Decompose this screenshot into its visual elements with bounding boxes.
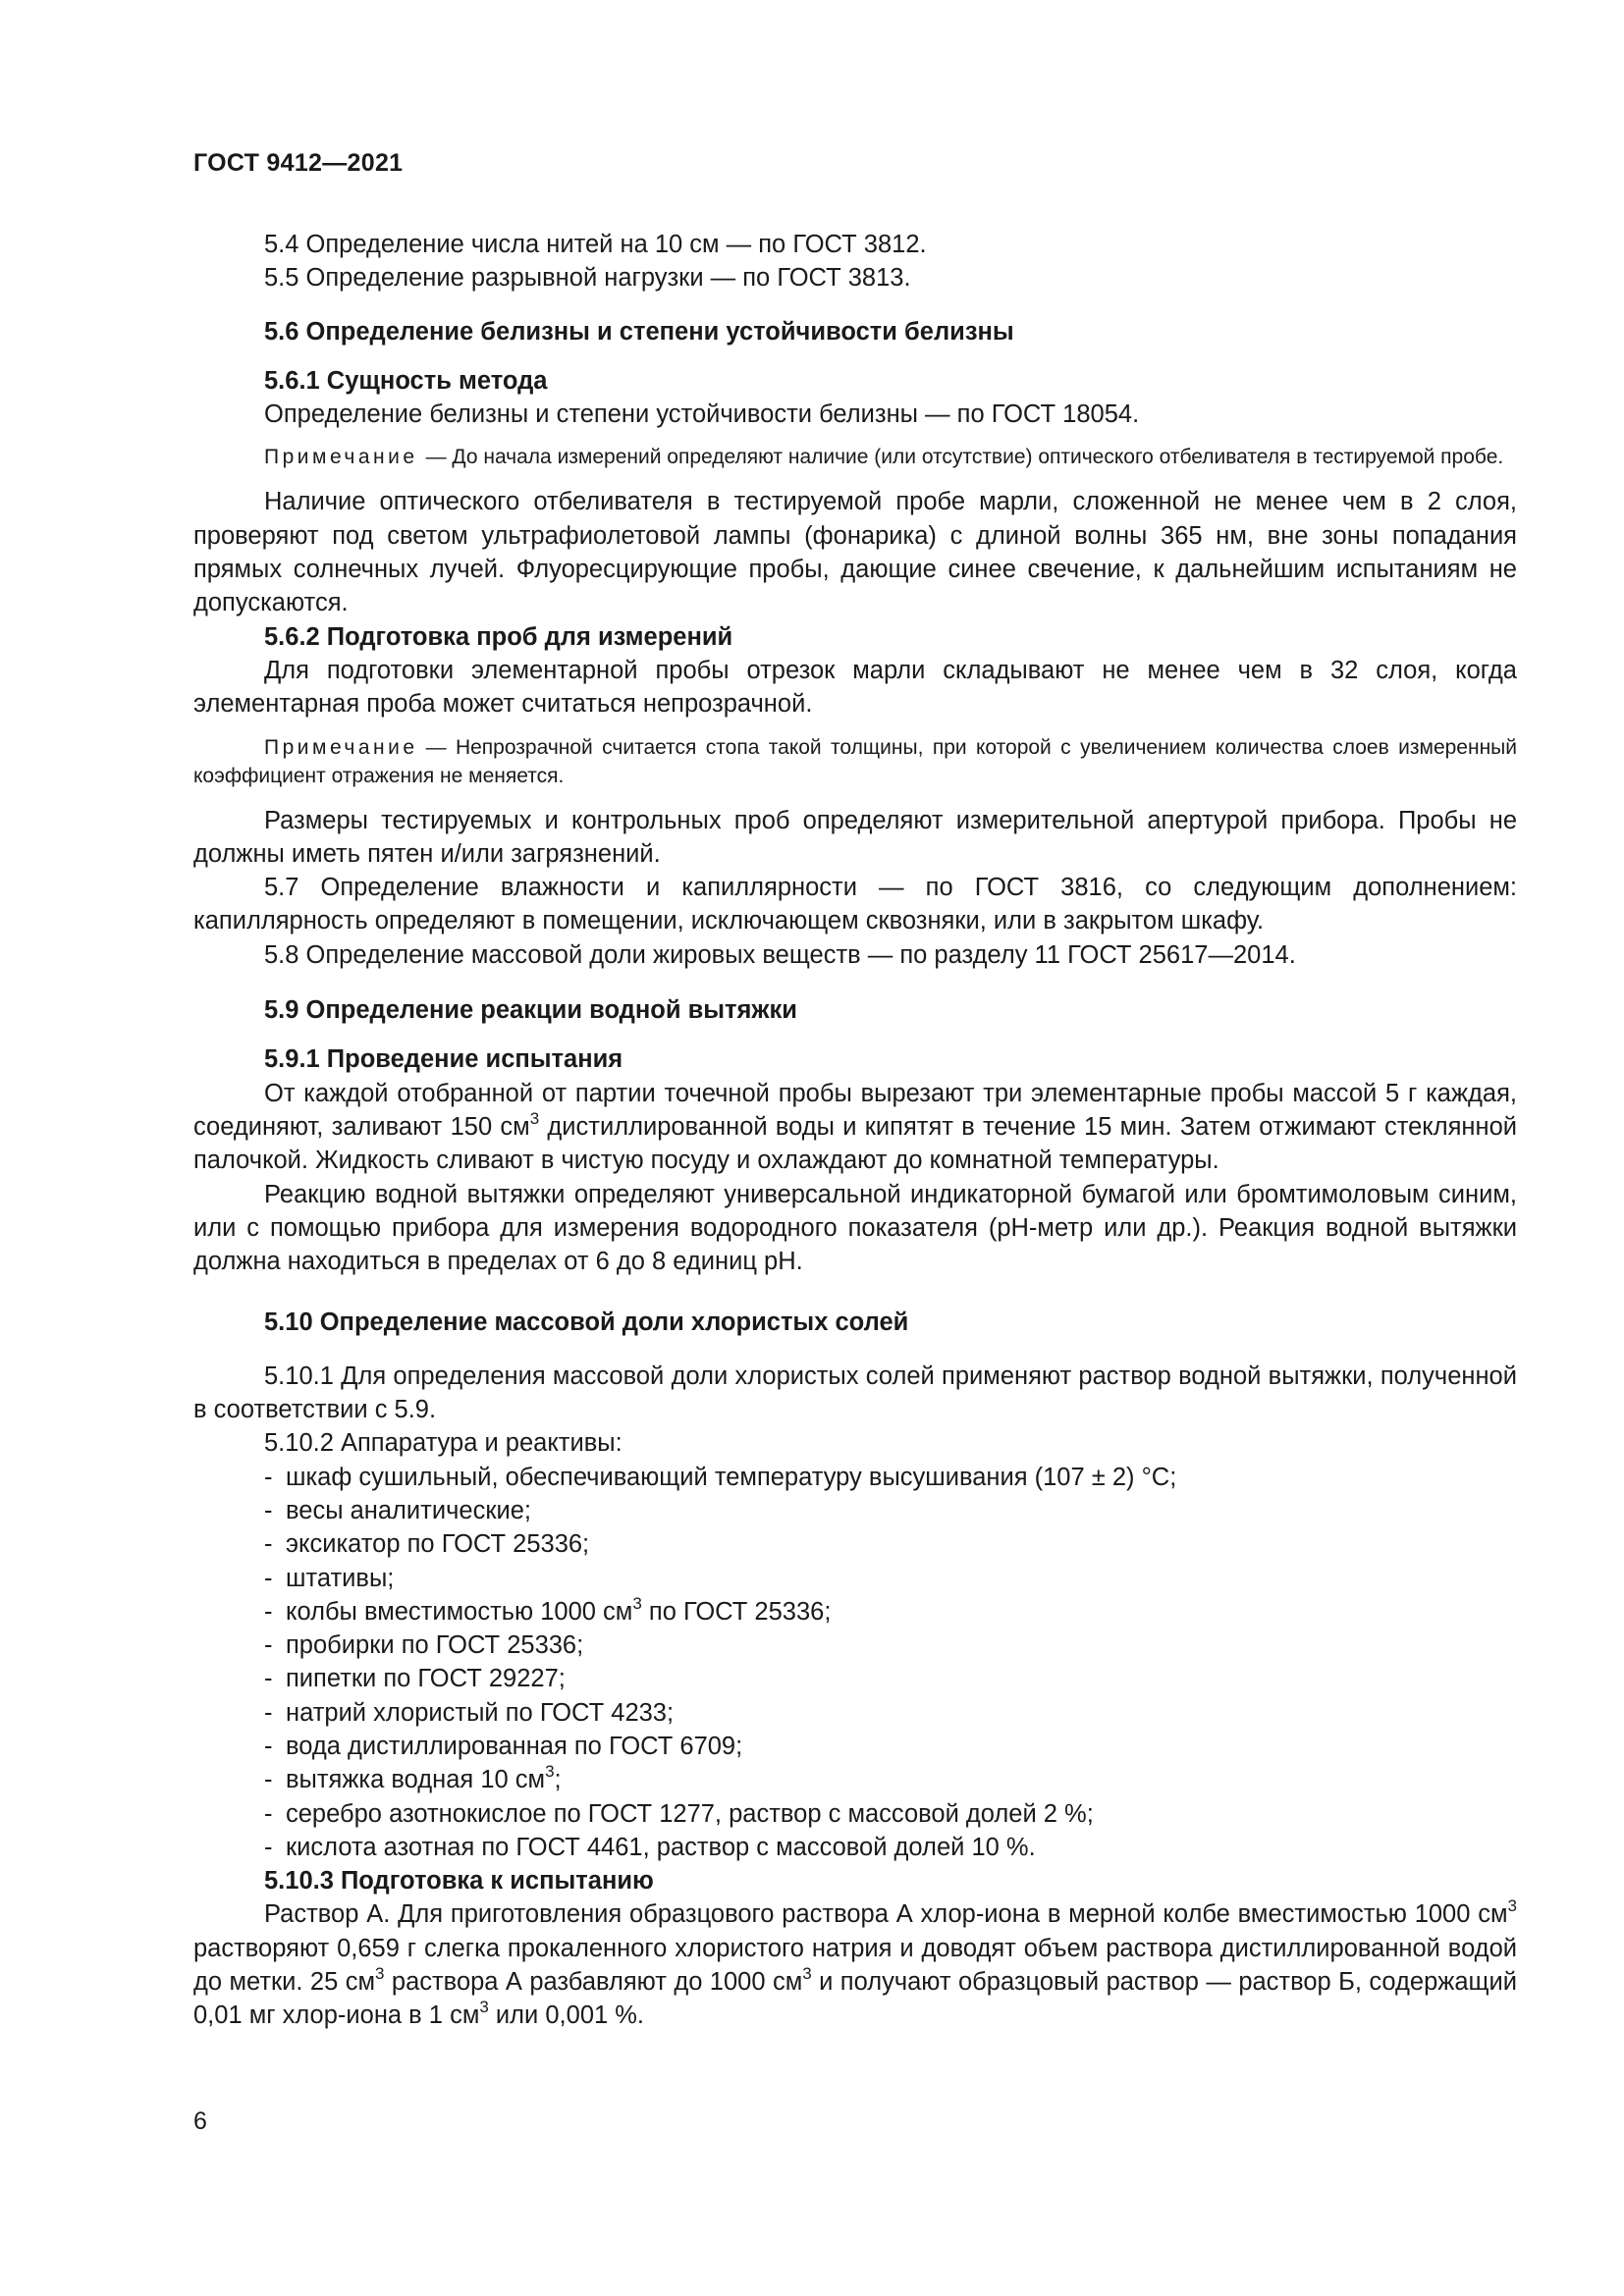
heading-5-10-3: 5.10.3 Подготовка к испытанию bbox=[264, 1867, 654, 1896]
document-header: ГОСТ 9412—2021 bbox=[193, 149, 404, 177]
paragraph-solution-a bbox=[193, 1897, 1517, 2032]
list-item bbox=[193, 1662, 1517, 1695]
text-segment: От каждой отобранной от партии точечной пробы вырезают три элементарные пробы массой 5 г каждая, соединяют, заливают 150 см bbox=[193, 1079, 1517, 1141]
superscript: 3 bbox=[529, 1108, 540, 1128]
list-item-text: ; bbox=[554, 1766, 562, 1794]
dash-marker: - bbox=[264, 1833, 273, 1861]
list-item bbox=[193, 1730, 1517, 1763]
list-item bbox=[193, 1629, 1517, 1662]
page-number: 6 bbox=[193, 2108, 207, 2135]
list-item-text: штативы; bbox=[286, 1564, 395, 1592]
list-item bbox=[193, 1461, 1517, 1494]
paragraph-5-6-1: Определение белизны и степени устойчивости белизны — по ГОСТ 18054. bbox=[264, 400, 1140, 429]
list-item bbox=[193, 1562, 1517, 1595]
superscript: 3 bbox=[802, 1964, 812, 1984]
note-label: Примечание bbox=[264, 446, 418, 469]
list-item bbox=[193, 1494, 1517, 1527]
list-item bbox=[193, 1595, 1517, 1629]
list-item bbox=[193, 1696, 1517, 1730]
paragraph-5-5: 5.5 Определение разрывной нагрузки — по ГОСТ 3813. bbox=[264, 264, 911, 293]
note-label: Примечание bbox=[264, 735, 418, 759]
heading-5-9-1: 5.9.1 Проведение испытания bbox=[264, 1045, 623, 1074]
text-segment: раствора А разбавляют до 1000 см bbox=[384, 1968, 803, 1997]
text-segment: и получают образцовый раствор — раствор Б, содержащий 0,01 мг хлор-иона в 1 см bbox=[193, 1968, 1517, 2030]
dash-marker: - bbox=[264, 1631, 273, 1660]
text-segment: дистиллированной воды и кипятят в течение 15 мин. Затем отжимают стеклянной палочкой. Жидкость сливают в чистую посуду и охлаждают до комнатной температуры. bbox=[193, 1112, 1517, 1175]
paragraph-fluorescence: Наличие оптического отбеливателя в тестируемой пробе марли, сложенной не менее чем в 2 слоя, проверяют под светом ультрафиолетовой лампы (фонарика) с длиной волны 365 нм, вне зоны попадания прямых солнечных лучей. Флуоресцирующие пробы, дающие синее свечение, к дальнейшим испытаниям не допускаются. bbox=[193, 488, 1517, 617]
dash-marker: - bbox=[264, 1530, 273, 1559]
dash-marker: - bbox=[264, 1496, 273, 1524]
list-item bbox=[193, 1527, 1517, 1561]
paragraph-5-9-1 bbox=[193, 1077, 1517, 1178]
superscript: 3 bbox=[545, 1762, 555, 1782]
equipment-list bbox=[193, 1461, 1517, 1865]
note-1-text: — До начала измерений определяют наличие (или отсутствие) оптического отбеливателя в тестируемой пробе. bbox=[425, 446, 1504, 469]
superscript: 3 bbox=[479, 1998, 489, 2017]
note-1 bbox=[193, 443, 1517, 471]
note-2 bbox=[193, 733, 1517, 790]
dash-marker: - bbox=[264, 1732, 273, 1760]
list-item bbox=[193, 1831, 1517, 1864]
dash-marker: - bbox=[264, 1597, 273, 1626]
list-item-text: натрий хлористый по ГОСТ 4233; bbox=[286, 1698, 675, 1727]
heading-5-6-1: 5.6.1 Сущность метода bbox=[264, 366, 548, 395]
list-item-text: вода дистиллированная по ГОСТ 6709; bbox=[286, 1732, 743, 1760]
list-item-text: по ГОСТ 25336; bbox=[641, 1597, 832, 1626]
paragraph-5-8: 5.8 Определение массовой доли жировых веществ — по разделу 11 ГОСТ 25617—2014. bbox=[264, 940, 1296, 969]
paragraph-5-4: 5.4 Определение числа нитей на 10 см — по ГОСТ 3812. bbox=[264, 231, 927, 258]
superscript: 3 bbox=[1507, 1896, 1517, 1916]
list-item-text: шкаф сушильный, обеспечивающий температуру высушивания (107 ± 2) °С; bbox=[286, 1463, 1177, 1491]
paragraph-5-10-1: 5.10.1 Для определения массовой доли хлористых солей применяют раствор водной вытяжки, полученной в соответствии с 5.9. bbox=[193, 1362, 1517, 1424]
list-item-text: эксикатор по ГОСТ 25336; bbox=[286, 1530, 590, 1559]
list-item-text: кислота азотная по ГОСТ 4461, раствор с массовой долей 10 %. bbox=[286, 1833, 1036, 1861]
text-segment: или 0,001 %. bbox=[488, 2002, 645, 2030]
paragraph-5-10-2: 5.10.2 Аппаратура и реактивы: bbox=[264, 1429, 623, 1458]
document-body bbox=[193, 228, 1517, 2033]
paragraph-5-7: 5.7 Определение влажности и капиллярности — по ГОСТ 3816, со следующим дополнением: капиллярность определяют в помещении, исключающем сквозняки, или в закрытом шкафу. bbox=[193, 874, 1517, 935]
dash-marker: - bbox=[264, 1564, 273, 1592]
list-item-text: вытяжка водная 10 см bbox=[286, 1766, 546, 1794]
list-item bbox=[193, 1797, 1517, 1831]
dash-marker: - bbox=[264, 1799, 273, 1828]
superscript: 3 bbox=[632, 1593, 642, 1613]
dash-marker: - bbox=[264, 1463, 273, 1491]
list-item bbox=[193, 1763, 1517, 1796]
dash-marker: - bbox=[264, 1665, 273, 1693]
heading-5-6-2: 5.6.2 Подготовка проб для измерений bbox=[264, 622, 733, 651]
heading-5-9: 5.9 Определение реакции водной вытяжки bbox=[264, 996, 797, 1025]
list-item-text: колбы вместимостью 1000 см bbox=[286, 1597, 633, 1626]
text-segment: Раствор А. Для приготовления образцового раствора А хлор-иона в мерной колбе вместимостью 1000 см bbox=[264, 1900, 1508, 1929]
list-item-text: пробирки по ГОСТ 25336; bbox=[286, 1631, 584, 1660]
superscript: 3 bbox=[375, 1964, 385, 1984]
paragraph-sample-sizes: Размеры тестируемых и контрольных проб определяют измерительной апертурой прибора. Пробы не должны иметь пятен и/или загрязнений. bbox=[193, 806, 1517, 868]
list-item-text: серебро азотнокислое по ГОСТ 1277, раствор с массовой долей 2 %; bbox=[286, 1799, 1094, 1828]
note-2-text: — Непрозрачной считается стопа такой толщины, при которой с увеличением количества слоев измеренный коэффициент отражения не меняется. bbox=[193, 735, 1517, 787]
paragraph-reaction: Реакцию водной вытяжки определяют универсальной индикаторной бумагой или бромтимоловым синим, или с помощью прибора для измерения водородного показателя (рН-метр или др.). Реакция водной вытяжки должна находиться в пределах от 6 до 8 единиц рН. bbox=[193, 1180, 1517, 1276]
list-item-text: пипетки по ГОСТ 29227; bbox=[286, 1665, 566, 1693]
dash-marker: - bbox=[264, 1698, 273, 1727]
text-segment: растворяют 0,659 г слегка прокаленного хлористого натрия и доводят объем раствора дистиллированной водой до метки. 25 см bbox=[193, 1934, 1517, 1997]
heading-5-6: 5.6 Определение белизны и степени устойчивости белизны bbox=[264, 317, 1014, 346]
heading-5-10: 5.10 Определение массовой доли хлористых солей bbox=[264, 1308, 909, 1337]
list-item-text: весы аналитические; bbox=[286, 1496, 531, 1524]
paragraph-5-6-2: Для подготовки элементарной пробы отрезок марли складывают не менее чем в 32 слоя, когда элементарная проба может считаться непрозрачной. bbox=[193, 656, 1517, 719]
dash-marker: - bbox=[264, 1766, 273, 1794]
